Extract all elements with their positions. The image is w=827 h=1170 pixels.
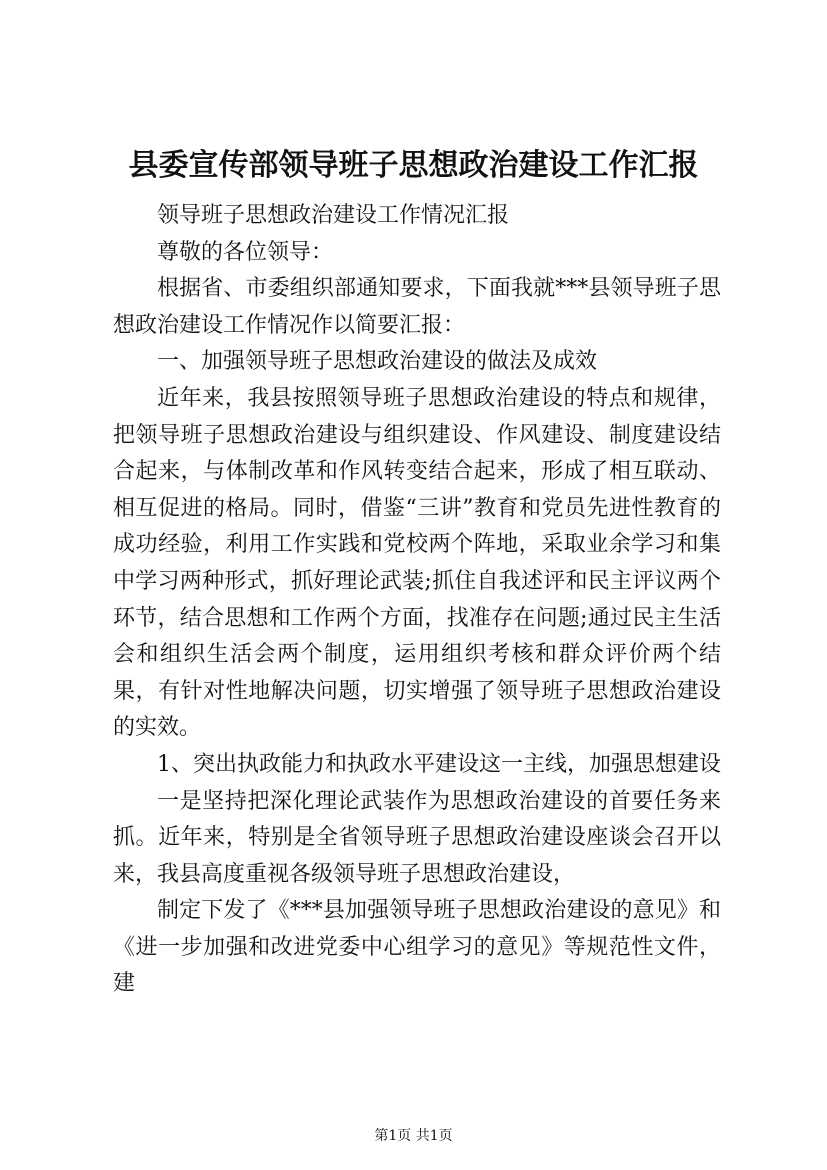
subsection-heading: 1、突出执政能力和执政水平建设这一主线，加强思想建设 xyxy=(157,751,721,777)
paragraph-body: 近年来，我县按照领导班子思想政治建设的特点和规律，把领导班子思想政治建设与组织建设、作风建设、制度建设结合起来，与体制改革和作风转变结合起来，形成了相互联动、相互促进的格局。同时，借鉴“三讲”教育和党员先进性教育的成功经验，利用工作实践和党校两个阵地，采取业余学习和集中学习两种形式，抓好理论武装;抓住自我述评和民主评议两个环节，结合思想和工作两个方面，找准存在问题;通过民主生活会和组织生活会两个制度，运用组织考核和群众评价两个结果，有针对性地解决问题，切实增强了领导班子思想政治建设的实效。 xyxy=(113,385,721,741)
page-footer: 第1页 共1页 xyxy=(374,1128,453,1144)
paragraph-subtitle: 领导班子思想政治建设工作情况汇报 xyxy=(157,203,510,228)
document-title: 县委宣传部领导班子思想政治建设工作汇报 xyxy=(128,148,699,183)
section-heading: 一、加强领导班子思想政治建设的做法及成效 xyxy=(157,349,598,375)
paragraph-intro: 根据省、市委组织部通知要求，下面我就***县领导班子思想政治建设工作情况作以简要汇报： xyxy=(113,276,721,338)
document-body xyxy=(113,198,721,1003)
paragraph-salutation: 尊敬的各位领导： xyxy=(157,239,334,265)
paragraph-body: 一是坚持把深化理论武装作为思想政治建设的首要任务来抓。近年来，特别是全省领导班子思想政治建设座谈会召开以来，我县高度重视各级领导班子思想政治建设， xyxy=(113,788,721,887)
paragraph-body: 制定下发了《***县加强领导班子思想政治建设的意见》和《进一步加强和改进党委中心组学习的意见》等规范性文件，建 xyxy=(113,898,721,997)
